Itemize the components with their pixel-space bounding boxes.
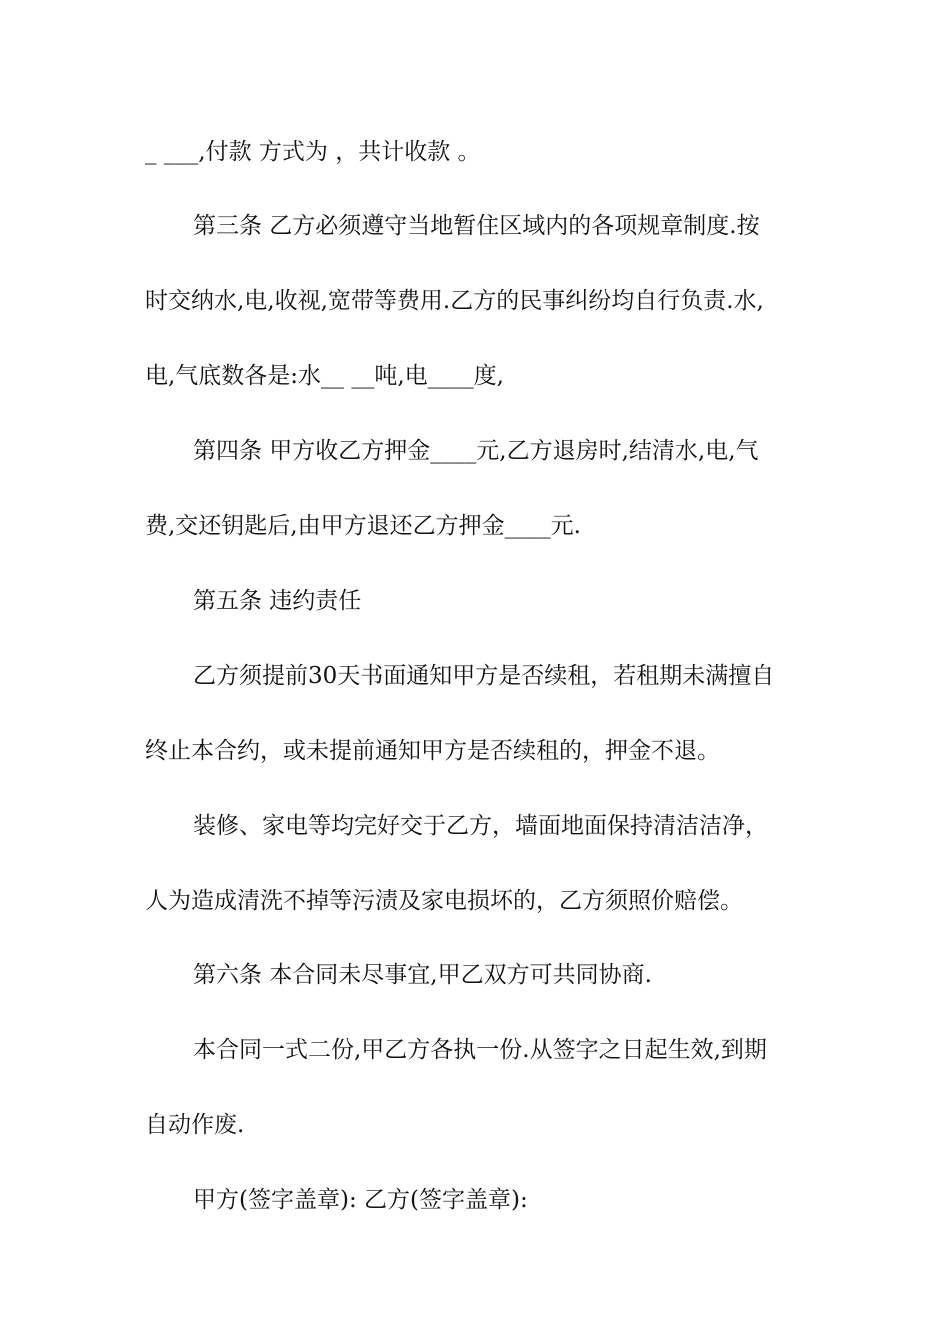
text-line-article-5-heading: 第五条 违约责任 xyxy=(193,588,362,614)
text-line-notice: 乙方须提前30天书面通知甲方是否续租，若租期未满擅自 xyxy=(193,663,775,689)
text-line-signatures: 甲方(签字盖章): 乙方(签字盖章): xyxy=(193,1187,528,1213)
text-line-article-6: 第六条 本合同未尽事宜,甲乙双方可共同协商. xyxy=(193,962,652,988)
text-line-copies: 本合同一式二份,甲乙方各执一份.从签字之日起生效,到期 xyxy=(193,1037,767,1063)
text-line-decoration: 装修、家电等均完好交于乙方，墙面地面保持清洁洁净， xyxy=(193,813,768,839)
text-line-decoration-cont: 人为造成清洗不掉等污渍及家电损坏的，乙方须照价赔偿。 xyxy=(145,888,743,914)
text-line-payment: _ ___,付款 方式为 ，共计收款 。 xyxy=(145,139,481,165)
text-line-article-3-cont-1: 时交纳水,电,收视,宽带等费用.乙方的民事纠纷均自行负责.水, xyxy=(145,288,764,314)
text-line-article-4: 第四条 甲方收乙方押金____元,乙方退房时,结清水,电,气 xyxy=(193,438,759,464)
text-line-copies-cont: 自动作废. xyxy=(145,1112,245,1138)
text-line-notice-cont: 终止本合约，或未提前通知甲方是否续租的，押金不退。 xyxy=(145,738,720,764)
text-line-article-3: 第三条 乙方必须遵守当地暂住区域内的各项规章制度.按 xyxy=(193,213,760,239)
text-line-article-4-cont: 费,交还钥匙后,由甲方退还乙方押金____元. xyxy=(145,513,581,539)
text-line-article-3-cont-2: 电,气底数各是:水__ __吨,电____度, xyxy=(145,363,504,389)
